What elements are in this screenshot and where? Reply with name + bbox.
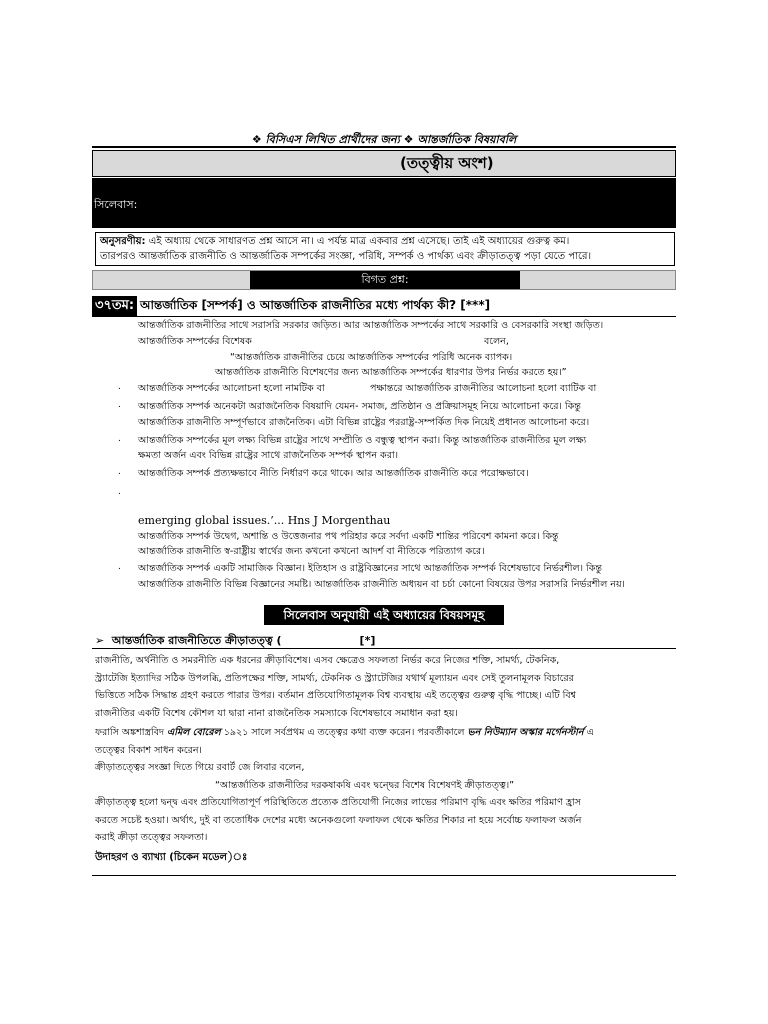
topic-rule (92, 648, 676, 649)
answer-line: ক্ষমতা অর্জন এবং বিভিন্ন রাষ্ট্রের সাথে রাজনৈতিক সম্পর্ক স্থাপন করা। (138, 450, 399, 461)
bullet: . (118, 467, 121, 477)
body-paragraph-2 (95, 724, 675, 794)
note-box (95, 232, 675, 266)
question-text: আন্তর্জাতিক [সম্পর্ক] ও আন্তর্জাতিক রাজনীতির মধ্যে পার্থক্য কী? [***] (140, 298, 491, 312)
answer-line: পক্ষান্তরে আন্তর্জাতিক রাজনীতির আলোচনা হলো ব্যাটিক বা (370, 383, 597, 394)
bullet: . (118, 487, 121, 497)
answer-line: আন্তর্জাতিক সম্পর্ক একটি সামাজিক বিজ্ঞান। ইতিহাস ও রাষ্ট্রবিজ্ঞানের সাথে আন্তর্জাতিক সম্পর্ক বিশেষভাবে নির্ভরশীল। কিন্তু (138, 563, 602, 574)
example-heading: উদাহরণ ও ব্যাখ্যা (চিকেন মডেল)ঃ (95, 852, 248, 863)
title-band (92, 150, 676, 177)
header-left: ❖ বিসিএস লিখিত প্রার্থীদের জন্য (251, 133, 400, 146)
answer-line: আন্তর্জাতিক রাজনীতি বিশেষণের জন্য আন্তর্জাতিক সম্পর্কের ধারণার উপর নির্ভর করতে হয়।” (215, 367, 567, 378)
answer-line: বলেন, (484, 336, 509, 347)
answer-line: আন্তর্জাতিক সম্পর্কের বিশেষক (138, 336, 252, 347)
header-right: আন্তর্জাতিক বিষয়াবলি (417, 133, 517, 146)
syllabus-band (92, 178, 676, 228)
body-paragraph-3 (95, 794, 675, 847)
answer-line: আন্তর্জাতিক সম্পর্ক অনেকটা অরাজনৈতিক বিষয়াদি যেমন- সমাজ, প্রতিষ্ঠান ও প্রক্রিয়াসমূহ নিয়ে আলোচনা করে। কিন্তু (138, 401, 581, 412)
para-line: রাজনীতি, অর্থনীতি ও সমরনীতি এক ধরনের ক্রীড়াবিশেষ। এসব ক্ষেত্রেও সফলতা নির্ভর করে নিজের শক্তি, সামর্থ্য, টেকনিক, (95, 655, 560, 666)
para-line: স্ট্র্যাটেজি ইত্যাদির সঠিক উপলব্ধি, প্রতিপক্ষের শক্তি, সামর্থ্য, টেকনিক ও স্ট্র্যাটেজির যথার্থ মূল্যায়ন এবং সেই তুলনামূলক বিচারের (95, 672, 574, 684)
note-label: অনুসরণীয়: (100, 236, 146, 247)
question-rule (92, 316, 676, 317)
previous-questions-label: বিগত প্রশ্ন: (250, 271, 520, 289)
para-text: এ (583, 727, 594, 738)
answer-line: আন্তর্জাতিক সম্পর্কের মূল লক্ষ্য বিভিন্ন রাষ্ট্রের সাথে সম্প্রীতি ও বন্ধুত্ব স্থাপন করা। কিন্তু আন্তর্জাতিক রাজনীতির মূল লক্ষ্য (138, 435, 587, 446)
question-tag: ৩৭তম: (92, 296, 137, 316)
english-quote-line: emerging global issues.’... Hns J Morgenthau (138, 514, 391, 527)
para-text: ফরাসি অঙ্কশাস্ত্রবিদ (95, 727, 168, 738)
para-text: ১৯২১ সালে সর্বপ্রথম এ তত্ত্বের কথা ব্যক্ত করেন। পরবর্তীকালে (220, 727, 468, 738)
person-name: এমিল বোরেল (167, 727, 221, 738)
para-line: তত্ত্বের বিকাশ সাধন করেন। (95, 744, 202, 756)
bullet: . (118, 382, 121, 392)
para-line: রাজনীতির একটি বিশেষ কৌশল যা দ্বারা নানা রাজনৈতিক সমস্যাকে বিশেষভাবে সমাধান করা হয়। (95, 707, 458, 719)
bottom-rule (92, 875, 676, 876)
para-line: ক্রীড়াতত্ত্বের সংজ্ঞা দিতে গিয়ে রবার্ট জে লিবার বলেন, (95, 762, 305, 773)
section-heading: সিলেবাস অনুযায়ী এই অধ্যায়ের বিষয়সমূহ (264, 605, 504, 625)
para-line: করতে সচেষ্ট হওয়া। অর্থাৎ, দুই বা ততোধিক দেশের মধ্যে অনেকগুলো ফলাফল থেকে ক্ষতির শিকার না হয়ে সর্বোচ্চ ফলাফল অর্জন (95, 814, 582, 826)
para-line: করাই ক্রীড়া তত্ত্বের সফলতা। (95, 832, 208, 843)
header-sep: ❖ (399, 133, 418, 146)
answer-line: আন্তর্জাতিক রাজনীতি বিভিন্ন বিজ্ঞানের সমষ্টি। আন্তর্জাতিক রাজনীতি অধ্যয়ন বা চর্চা কোনো বিষয়ের উপর সরাসরি নির্ভরশীল নয়। (138, 579, 625, 590)
answer-line: আন্তর্জাতিক সম্পর্কের আলোচনা হলো নামটিক বা (138, 383, 325, 394)
answer-line: “আন্তর্জাতিক রাজনীতির চেয়ে আন্তর্জাতিক সম্পর্কের পরিধি অনেক ব্যাপক। (230, 352, 513, 363)
person-name: ভন নিউম্যান অস্কার মর্গেনস্টার্ন (467, 727, 584, 738)
answer-line: আন্তর্জাতিক সম্পর্ক প্রত্যক্ষভাবে নীতি নির্ধারণ করে থাকে। আর আন্তর্জাতিক রাজনীতি করে পরোক্ষভাবে। (138, 468, 529, 479)
answer-line: আন্তর্জাতিক রাজনীতি সম্পূর্ণভাবে রাজনৈতিক। এটা বিভিন্ন রাষ্ট্রের পররাষ্ট্র-সম্পর্কিত দিক নিয়েই প্রধানত আলোচনা করে। (138, 417, 590, 428)
topic-mark: [*] (359, 634, 376, 647)
topic-title: আন্তর্জাতিক রাজনীতিতে ক্রীড়াতত্ত্ব ( (111, 634, 282, 647)
body-paragraph-1 (95, 652, 675, 722)
bullet: . (118, 562, 121, 572)
answer-line: আন্তর্জাতিক সম্পর্ক উদ্বেগ, অশান্তি ও উত্তেজনার পথ পরিহার করে সর্বদা একটি শান্তির পরিবেশ কামনা করে। কিন্তু (138, 531, 559, 542)
answer-line: আন্তর্জাতিক রাজনীতি স্ব-রাষ্ট্রীয় স্বার্থের জন্য কখনো কখনো আদর্শ বা নীতিকে পরিত্যাগ করে। (138, 546, 485, 557)
para-line: ক্রীড়াতত্ত্ব হলো দ্বন্দ্ব এবং প্রতিযোগিতাপূর্ণ পরিস্থিতিতে প্রত্যেক প্রতিযোগী নিজের লাভের পরিমাণ বৃদ্ধি এবং ক্ষতির পরিমাণ হ্রাস (95, 797, 581, 808)
bullet: . (118, 434, 121, 444)
note-line-1: এই অধ্যায় থেকে সাধারণত প্রশ্ন আসে না। এ পর্যন্ত মাত্র একবার প্রশ্ন এসেছে। তাই এই অধ্যায়ের গুরুত্ব কম। (145, 236, 570, 247)
bullet: . (118, 400, 121, 410)
page-title: (তত্ত্বীয় অংশ) (400, 154, 494, 172)
arrow-icon: ➢ (95, 634, 105, 647)
header-rule (92, 146, 676, 148)
syllabus-label: সিলেবাস: (94, 198, 138, 211)
answer-line: আন্তর্জাতিক রাজনীতির সাথে সরাসরি সরকার জড়িত। আর আন্তর্জাতিক সম্পর্কের সাথে সরকারি ও বেসরকারি সংস্থা জড়িত। (138, 320, 604, 331)
para-line: ভিত্তিতে সঠিক সিদ্ধান্ত গ্রহণ করতে পারার উপর। বর্তমান প্রতিযোগিতামূলক বিশ্ব ব্যবস্থায় এই তত্ত্বের গুরুত্ব বৃদ্ধি পাচ্ছে। এটি বিশ্ব (95, 690, 577, 701)
note-line-2: তারপরও আন্তর্জাতিক রাজনীতি ও আন্তর্জাতিক সম্পর্কের সংজ্ঞা, পরিধি, সম্পর্ক ও পার্থক্য এবং ক্রীড়াতত্ত্ব পড়া যেতে পারে। (100, 251, 592, 262)
definition-quote: “আন্তর্জাতিক রাজনীতির দরকষাকষি এবং দ্বন্দ্বের বিশেষ বিশেষণই ক্রীড়াতত্ত্ব।” (215, 779, 515, 791)
